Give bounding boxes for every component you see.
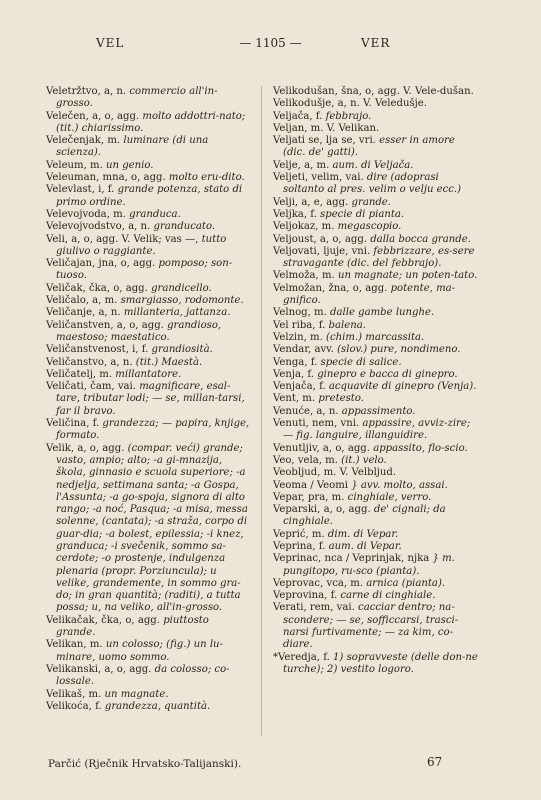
entry-headword: Veprinac, nca / Veprinjak, njka <box>273 553 433 565</box>
dictionary-entry <box>273 541 478 553</box>
entry-headword: Veličanstvenost, i, f. <box>46 344 152 356</box>
entry-headword: Veličajan, jna, o, agg. <box>46 258 159 270</box>
right-column <box>273 86 478 676</box>
entry-definition: cacciar dentro; na-scondere; — se, sofficcarsi, trasci-narsi furtivamente; — za kim, co-diare. <box>283 602 459 651</box>
dictionary-entry <box>46 135 251 160</box>
dictionary-entry <box>273 590 478 602</box>
footer-source: Parčić (Rječnik Hrvatsko-Talijanski). <box>48 758 242 770</box>
entry-headword: Veo, vela, m. <box>273 454 342 466</box>
entry-headword: Veleuman, mna, o, agg. <box>46 172 169 184</box>
dictionary-entry <box>273 652 478 677</box>
dictionary-entry <box>46 320 251 345</box>
entry-definition: specie di pianta. <box>320 208 405 220</box>
entry-definition: acquavite di ginepro (Venja). <box>328 381 477 393</box>
entry-headword: Veparski, a, o, agg. <box>273 504 374 516</box>
dictionary-entry <box>46 234 251 259</box>
entry-definition: grande. <box>351 196 391 208</box>
entry-headword: Veljača, f. <box>273 110 326 122</box>
entry-headword: Velikanski, a, o, agg. <box>46 663 155 675</box>
dictionary-entry <box>46 258 251 283</box>
entry-headword: *Veredja, f. <box>273 651 333 663</box>
entry-definition: piuttosto grande. <box>56 614 209 639</box>
entry-definition: specie di salice. <box>320 356 402 368</box>
entry-headword: Venga, f. <box>273 356 321 368</box>
entry-definition: grandezza; — papira, knjige, formato. <box>56 418 250 442</box>
dictionary-entry <box>46 443 251 615</box>
entry-definition: molto addottri-nato; (tit.) chiarissimo. <box>56 110 246 134</box>
entry-headword: Veleum, m. <box>46 159 107 171</box>
entry-headword: Veoma / Veomi <box>273 479 352 491</box>
entry-definition: molto eru-dito. <box>168 172 245 184</box>
dictionary-entry <box>273 480 478 492</box>
entry-definition: megascopio. <box>337 221 402 233</box>
entry-definition: dalla bocca grande. <box>370 233 471 245</box>
entry-headword: Veljati se, lja se, vri. <box>273 135 380 147</box>
entry-headword: Veljan, m. V. Velikan. <box>273 122 380 134</box>
entry-headword: Veprovac, vca, m. <box>273 577 367 589</box>
dictionary-entry <box>273 160 478 172</box>
dictionary-entry <box>46 111 251 136</box>
column-divider <box>261 86 262 736</box>
dictionary-entry <box>46 639 251 664</box>
entry-definition: tutto giulivo o raggiante. <box>56 233 227 257</box>
dictionary-entry <box>273 406 478 418</box>
entry-headword: Velikaš, m. <box>46 688 105 700</box>
dictionary-entry <box>46 307 251 319</box>
entry-definition: de' cignali; da cinghiale. <box>283 504 446 528</box>
entry-headword: Veljka, f. <box>273 208 321 220</box>
entry-definition: appassito, flo-scio. <box>373 442 468 454</box>
entry-definition: un genio. <box>106 159 154 171</box>
entry-headword: Vel riba, f. <box>273 319 329 331</box>
entry-headword: Velji, a, e, agg. <box>273 196 352 208</box>
entry-definition: febbrajo. <box>325 110 372 122</box>
dictionary-entry <box>273 246 478 271</box>
entry-headword: Velikan, m. <box>46 639 106 651</box>
entry-headword: Veprovina, f. <box>273 590 341 602</box>
dictionary-entry <box>46 221 251 233</box>
entry-definition: 1) sopravveste (delle don-ne turche); 2) vestito logoro. <box>283 651 478 675</box>
entry-definition: balena. <box>328 319 366 331</box>
left-column <box>46 86 251 713</box>
entry-headword: Velikodušje, a, n. V. Veledušje. <box>273 98 427 110</box>
entry-definition: febbrizzare, es-sere stravagante (dic. del febbrajo). <box>283 245 475 270</box>
entry-definition: millanteria, jattanza. <box>123 307 231 319</box>
entry-headword: Velečenjak, m. <box>46 135 124 147</box>
entry-definition: dire (adoprasi soltanto al pres. velim o velju ecc.) <box>283 172 462 196</box>
dictionary-entry <box>273 578 478 590</box>
entry-definition: un magnate. <box>104 688 169 700</box>
dictionary-entry <box>46 86 251 111</box>
dictionary-entry <box>273 320 478 332</box>
entry-headword: Veličina, f. <box>46 418 103 430</box>
entry-headword: Veličanstvo, a, n. <box>46 356 136 368</box>
header-page-number: — 1105 — <box>239 36 302 50</box>
entry-headword: Venuti, nem, vni. <box>273 418 363 430</box>
entry-definition: carne di cinghiale. <box>340 590 436 602</box>
entry-definition: (chim.) marcassita. <box>326 331 425 343</box>
entry-headword: Vepar, pra, m. <box>273 491 348 503</box>
entry-definition: cinghiale, verro. <box>347 491 432 503</box>
dictionary-entry <box>273 344 478 356</box>
dictionary-entry <box>273 443 478 455</box>
dictionary-entry <box>46 689 251 701</box>
footer-signature-number: 67 <box>427 755 443 769</box>
entry-definition: dalle gambe lunghe. <box>330 307 435 319</box>
dictionary-entry <box>273 393 478 405</box>
entry-definition: ginepro e bacca di ginepro. <box>317 368 458 380</box>
dictionary-entry <box>273 172 478 197</box>
dictionary-entry <box>46 160 251 172</box>
entry-headword: Velzin, m. <box>273 331 327 343</box>
entry-definition: arnica (pianta). <box>366 577 446 589</box>
dictionary-entry <box>46 209 251 221</box>
dictionary-entry <box>273 307 478 319</box>
dictionary-entry <box>46 664 251 689</box>
entry-headword: Velje, a, m. <box>273 159 333 171</box>
dictionary-entry <box>273 492 478 504</box>
entry-definition: aum. di Veljača. <box>332 159 414 171</box>
dictionary-entry <box>273 553 478 578</box>
entry-headword: Verati, rem, vai. <box>273 602 359 614</box>
entry-definition: commercio all'in-grosso. <box>56 86 218 110</box>
dictionary-entry <box>273 270 478 282</box>
dictionary-entry <box>46 357 251 369</box>
dictionary-entry <box>46 701 251 713</box>
entry-headword: Venutljiv, a, o, agg. <box>273 442 374 454</box>
entry-headword: Veljovati, ljuje, vni. <box>273 245 374 257</box>
entry-definition: grande potenza, stato di primo ordine. <box>56 184 243 208</box>
entry-headword: Veljoust, a, o, agg. <box>273 233 371 245</box>
dictionary-entry <box>273 283 478 308</box>
dictionary-entry <box>273 86 478 98</box>
dictionary-entry <box>46 344 251 356</box>
entry-definition: grandiosità. <box>151 344 213 356</box>
entry-headword: Venuće, a, n. <box>273 405 342 417</box>
entry-definition: (it.) velo. <box>341 454 387 466</box>
entry-definition: grandioso, maestoso; maestatico. <box>56 319 222 343</box>
dictionary-entry <box>273 111 478 123</box>
entry-headword: Veljeti, velim, vai. <box>273 172 367 184</box>
entry-headword: Veličati, čam, vai. <box>46 381 140 393</box>
dictionary-entry <box>46 381 251 418</box>
dictionary-entry <box>46 295 251 307</box>
entry-headword: Velikačak, čka, o, agg. <box>46 614 164 626</box>
entry-definition: (slov.) pure, nondimeno. <box>337 344 461 356</box>
entry-definition: esser in amore (dic. de' gatti). <box>283 135 455 159</box>
dictionary-entry <box>46 172 251 184</box>
entry-definition: un magnate; un poten-tato. <box>337 270 478 282</box>
entry-headword: Venja, f. <box>273 368 318 380</box>
entry-definition: granduca. <box>129 208 181 220</box>
entry-definition: appassire, avviz-zire; — fig. languire, illanguidire. <box>283 418 471 442</box>
entry-headword: Veličak, čka, o, agg. <box>46 282 152 294</box>
dictionary-entry <box>46 418 251 443</box>
dictionary-entry <box>46 184 251 209</box>
entry-headword: Veletržtvo, a, n. <box>46 86 130 97</box>
entry-definition: da colosso; co-lossale. <box>56 663 230 688</box>
entry-definition: magnificare, esal-tare, tributar lodi; — se, millan-tarsi, far il bravo. <box>56 381 245 417</box>
entry-headword: Vendar, avv. <box>273 344 338 356</box>
entry-headword: Veprina, f. <box>273 540 329 552</box>
entry-definition: (compar. veći) grande; vasto, ampio; alto; -a gi-mnazija, škola, ginnasio e scuola superiore; -a nedjelja, settimana santa; -a Gospa, l'Assunta; -a go-spoja, signora di alto rango; -a noć, Pasqua; -a misa, messa solenne, (cantata); -a straža, corpo di guar-dia; -a bolest, epilessia; -i knez, granduca; -i svečenik, sommo sa-cerdote; -o prostenje, indulgenza plenaria (propr. Porziuncula); u velike, grandemente, in sommo gra-do; in gran quantità; (raditi), a tutta possa; u, na veliko, all'in-grosso. <box>56 442 248 614</box>
dictionary-entry <box>46 615 251 640</box>
entry-definition: un colosso; (fig.) un lu-minare, uomo sommo. <box>56 639 223 663</box>
dictionary-entry <box>273 504 478 529</box>
entry-headword: Veličalo, a, m. <box>46 295 121 307</box>
entry-headword: Veličanstven, a, o, agg. <box>46 319 168 331</box>
dictionary-entry <box>273 357 478 369</box>
dictionary-entry <box>273 197 478 209</box>
dictionary-entry <box>273 221 478 233</box>
entry-definition: aum. di Vepar. <box>328 540 402 552</box>
entry-definition: appassimento. <box>341 405 416 417</box>
entry-headword: Velikodušan, šna, o, agg. V. Vele-dušan. <box>273 86 474 97</box>
entry-definition: potente, ma-gnifico. <box>283 282 456 307</box>
dictionary-entry <box>273 467 478 479</box>
entry-definition: millantatore. <box>115 368 182 380</box>
dictionary-entry <box>273 209 478 221</box>
entry-headword: Velevojvodstvo, a, n. <box>46 221 154 233</box>
entry-definition: grandezza, quantità. <box>104 700 211 712</box>
entry-headword: Vent, m. <box>273 393 319 405</box>
entry-definition: luminare (di una scienza). <box>56 135 209 159</box>
entry-headword: Veli, a, o, agg. V. Velik; vas —, <box>46 233 202 245</box>
dictionary-entry <box>273 123 478 135</box>
dictionary-entry <box>273 135 478 160</box>
dictionary-entry <box>273 234 478 246</box>
dictionary-entry <box>46 369 251 381</box>
entry-definition: } m. pungitopo, ru-sco (pianta). <box>283 553 455 577</box>
entry-definition: } avv. molto, assai. <box>351 479 448 491</box>
entry-headword: Velevojvoda, m. <box>46 208 130 220</box>
dictionary-entry <box>273 369 478 381</box>
entry-headword: Velnog, m. <box>273 307 331 319</box>
entry-headword: Veljokaz, m. <box>273 221 338 233</box>
entry-definition: (tit.) Maestà. <box>135 356 203 368</box>
entry-headword: Velevlast, i, f. <box>46 184 118 196</box>
dictionary-entry <box>273 332 478 344</box>
dictionary-entry <box>273 455 478 467</box>
entry-definition: pretesto. <box>318 393 364 405</box>
header-right-guide-word: VER <box>361 36 391 50</box>
entry-definition: dim. di Vepar. <box>327 528 399 540</box>
entry-headword: Veličanje, a, n. <box>46 307 124 319</box>
entry-headword: Venjača, f. <box>273 381 329 393</box>
entry-headword: Velmožan, žna, o, agg. <box>273 282 391 294</box>
entry-headword: Velikoća, f. <box>46 700 105 712</box>
dictionary-entry <box>46 283 251 295</box>
dictionary-entry <box>273 381 478 393</box>
entry-definition: smargiasso, rodomonte. <box>120 295 244 307</box>
dictionary-entry <box>273 98 478 110</box>
entry-headword: Veličatelj, m. <box>46 368 116 380</box>
entry-definition: pomposo; son-tuoso. <box>56 258 233 282</box>
entry-headword: Veobljud, m. V. Velbljud. <box>273 467 397 479</box>
header-left-guide-word: VEL <box>96 36 125 50</box>
dictionary-entry <box>273 418 478 443</box>
entry-headword: Velečen, a, o, agg. <box>46 110 143 122</box>
entry-headword: Velik, a, o, agg. <box>46 442 128 454</box>
entry-headword: Velmoža, m. <box>273 270 338 282</box>
entry-definition: granducato. <box>153 221 216 233</box>
entry-headword: Veprić, m. <box>273 528 328 540</box>
dictionary-entry <box>273 529 478 541</box>
entry-definition: grandicello. <box>151 282 212 294</box>
dictionary-entry <box>273 602 478 651</box>
